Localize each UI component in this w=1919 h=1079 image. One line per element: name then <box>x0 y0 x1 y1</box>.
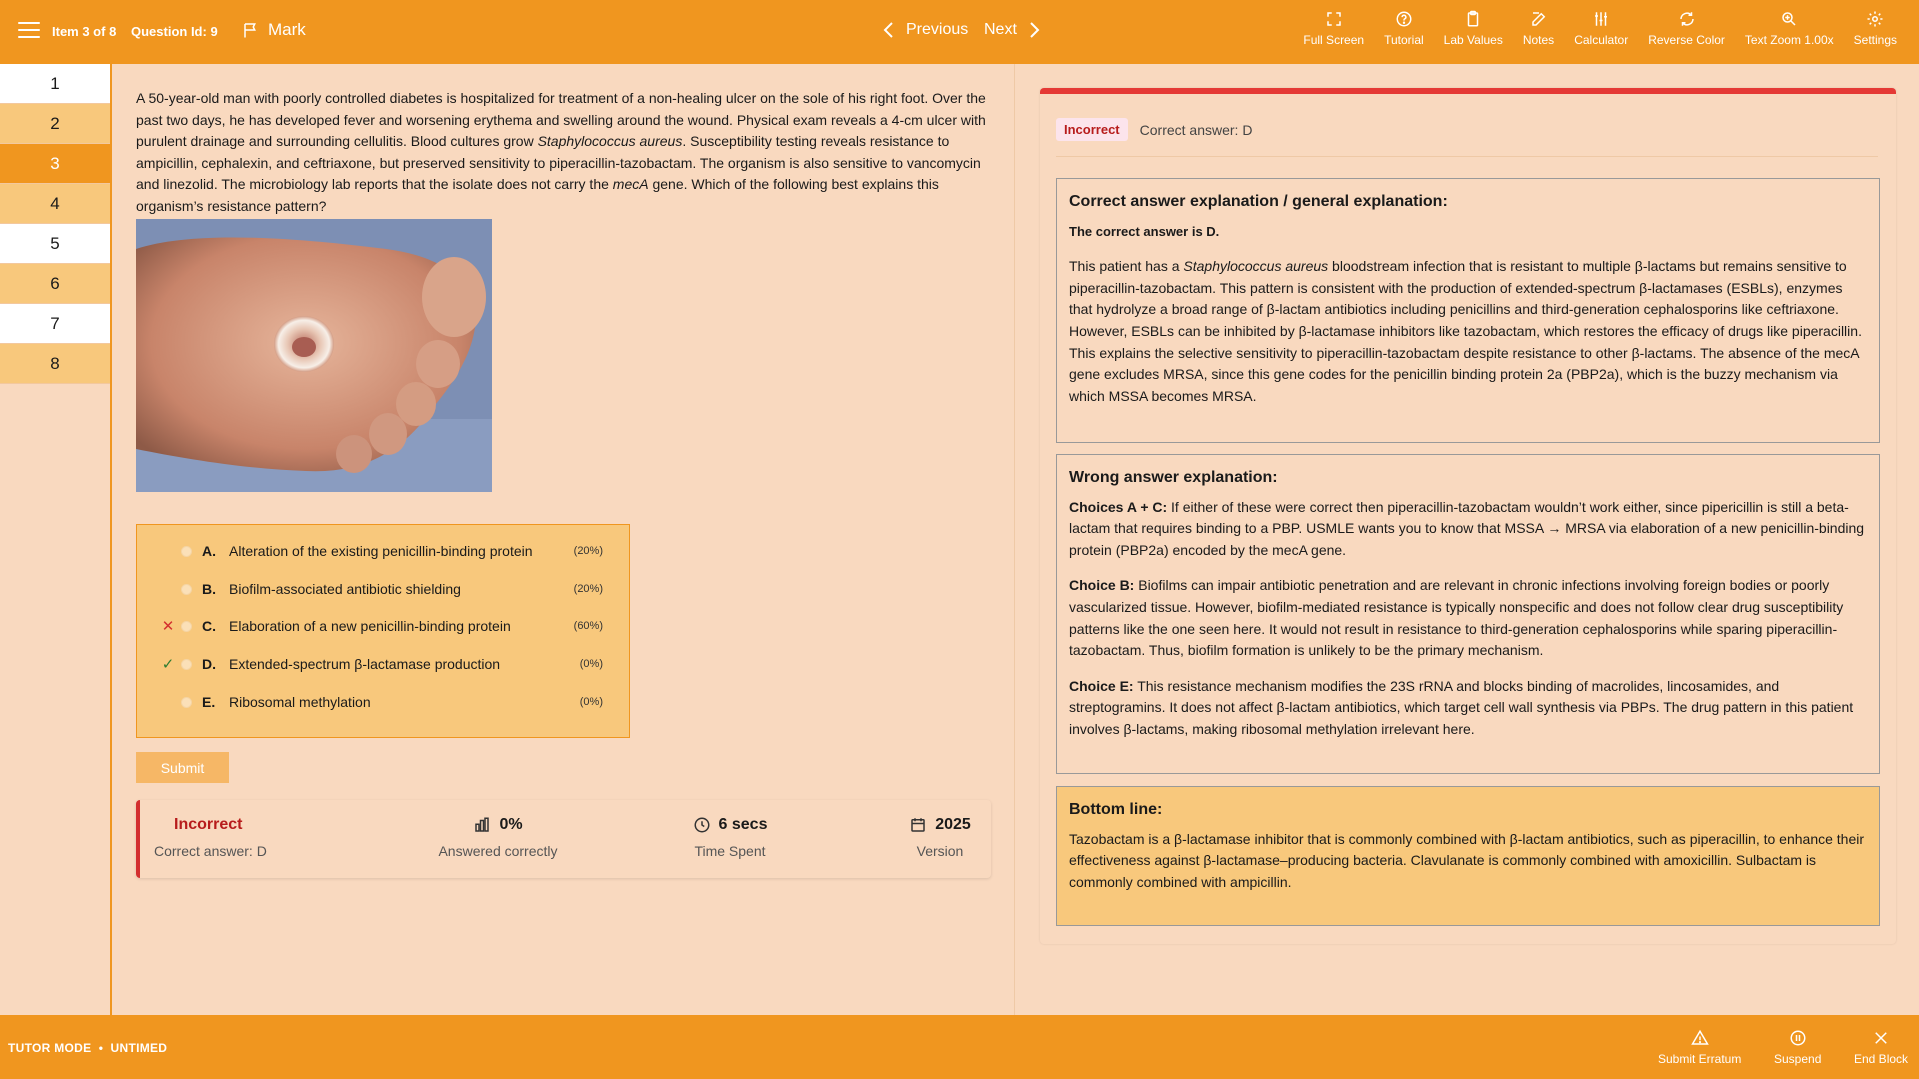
bottom-line-title: Bottom line: <box>1069 801 1163 818</box>
choice-letter: E. <box>202 694 216 710</box>
fullscreen-icon <box>1325 10 1343 28</box>
sliders-icon <box>1592 10 1610 28</box>
flag-icon <box>242 21 260 39</box>
tool-label: Tutorial <box>1384 33 1424 47</box>
stem-text: . Susceptibility testing reveals resistance to ampicillin, cephalexin, and ceftriaxone, but preserved sensitivity to piperacillin-tazobactam. The organism is also sensitive to vancomycin and linezolid. The microbiology lab reports that the isolate does not carry the <box>136 133 981 193</box>
mark-label: Mark <box>268 20 306 39</box>
settings-button[interactable] <box>1844 10 1907 47</box>
choice-d[interactable] <box>137 652 631 676</box>
next-button[interactable] <box>984 21 1041 39</box>
close-icon <box>1872 1029 1890 1047</box>
question-nav-item[interactable]: 8 <box>0 344 110 384</box>
choice-percent: (20%) <box>573 545 603 557</box>
end-block-button[interactable] <box>1854 1029 1908 1066</box>
version-label: Version <box>916 843 964 859</box>
question-id: Question Id: 9 <box>131 24 218 39</box>
choice-text: Biofilm-associated antibiotic shielding <box>229 581 461 597</box>
result-status-block <box>154 816 267 859</box>
stem-text: gene. Which of the following best explains this organism’s resistance pattern? <box>136 176 939 214</box>
suspend-label: Suspend <box>1774 1052 1822 1066</box>
tool-label: Lab Values <box>1443 33 1503 47</box>
question-nav-item-current[interactable]: 3 <box>0 144 110 184</box>
toolbar <box>1293 10 1907 47</box>
mode-indicator <box>8 1041 167 1055</box>
explanation-panel <box>1040 88 1896 944</box>
choice-a[interactable] <box>137 539 631 563</box>
previous-label: Previous <box>906 21 969 38</box>
time-value: 6 secs <box>718 816 768 833</box>
submit-erratum-button[interactable] <box>1658 1029 1741 1066</box>
explanation-header <box>1056 118 1252 141</box>
separator-dot: • <box>95 1041 107 1055</box>
correct-check-icon: ✓ <box>161 656 175 673</box>
wrong-choice-ac: Choices A + C: If either of these were correct then piperacillin-tazobactam wouldn’t work either, since pipericillin is still a beta-lactam that requires binding to a PBP. USMLE wants you to know that MSSA → MRSA via elaboration of a new penicillin-binding protein (PBP2a) encoded by the mecA gene. <box>1069 498 1865 558</box>
choice-b[interactable] <box>137 577 631 601</box>
mark-button[interactable] <box>242 20 306 40</box>
text-zoom-button[interactable] <box>1735 10 1844 47</box>
choice-percent: (0%) <box>579 658 603 670</box>
chevron-right-icon <box>1027 21 1041 39</box>
wrong-explanation-title: Wrong answer explanation: <box>1069 469 1278 486</box>
submit-erratum-label: Submit Erratum <box>1658 1052 1742 1066</box>
tutor-mode-label: TUTOR MODE <box>8 1041 92 1055</box>
help-circle-icon <box>1395 10 1413 28</box>
incorrect-x-icon: ✕ <box>161 618 175 635</box>
previous-button[interactable] <box>882 21 968 39</box>
status-badge: Incorrect <box>1056 118 1128 141</box>
calendar-icon <box>909 816 927 834</box>
suspend-button[interactable] <box>1774 1029 1821 1066</box>
full-screen-button[interactable] <box>1293 10 1374 47</box>
choice-percent: (0%) <box>579 696 603 708</box>
reverse-color-button[interactable] <box>1638 10 1735 47</box>
choice-letter: A. <box>202 543 216 559</box>
gene-name: mecA <box>612 176 649 193</box>
question-nav-item[interactable]: 7 <box>0 304 110 344</box>
top-bar <box>0 0 1919 64</box>
radio-button[interactable] <box>181 546 192 557</box>
question-nav-item[interactable]: 6 <box>0 264 110 304</box>
time-label: Time Spent <box>694 843 766 859</box>
tool-label: Settings <box>1853 33 1897 47</box>
choice-text: Elaboration of a new penicillin-binding protein <box>229 618 511 634</box>
question-nav-item[interactable]: 1 <box>0 64 110 104</box>
answer-choices <box>136 524 630 738</box>
general-explanation-text: This patient has a Staphylococcus aureus bloodstream infection that is resistant to multiple β-lactams but remains sensitive to piperacillin-tazobactam. This pattern is consistent with the production of extended-spectrum β-lactamases (ESBLs), enzymes that hydrolyze a broad range of β-lactam antibiotics including penicillins and third-generation cephalosporins like ceftriaxone. However, ESBLs can be inhibited by β-lactamase inhibitors like tazobactam, which restores the efficacy of drugs like piperacillin. This explains the selective sensitivity to piperacillin-tazobactam despite resistance to other β-lactams. The absence of the mecA gene excludes MRSA, since this gene codes for the penicillin binding protein 2a (PBP2a), which is the buzzy mechanism via which MSSA becomes MRSA. <box>1069 258 1862 404</box>
radio-button[interactable] <box>181 584 192 595</box>
choice-e[interactable] <box>137 690 631 714</box>
question-list <box>0 64 112 1015</box>
percent-value: 0% <box>499 816 523 833</box>
choice-percent: (20%) <box>573 583 603 595</box>
result-summary <box>136 800 991 878</box>
question-nav-item[interactable]: 4 <box>0 184 110 224</box>
bar-chart-icon <box>473 816 491 834</box>
choice-letter: D. <box>202 656 216 672</box>
choice-letter: C. <box>202 618 216 634</box>
percent-label: Answered correctly <box>438 843 558 859</box>
tutorial-button[interactable] <box>1374 10 1434 47</box>
zoom-icon <box>1780 10 1798 28</box>
edit-icon <box>1530 10 1548 28</box>
bottom-line <box>1056 786 1880 926</box>
choice-text: Alteration of the existing penicillin-binding protein <box>229 543 533 559</box>
question-nav-item[interactable]: 5 <box>0 224 110 264</box>
clock-icon <box>693 816 711 834</box>
menu-icon[interactable] <box>18 22 40 40</box>
item-counter: Item 3 of 8 <box>52 24 117 39</box>
question-stem <box>136 88 996 218</box>
tool-label: Calculator <box>1574 33 1629 47</box>
timing-label: UNTIMED <box>110 1041 168 1055</box>
choice-c[interactable] <box>137 614 631 638</box>
wrong-choice-e: Choice E: This resistance mechanism modifies the 23S rRNA and blocks binding of macrolides, lincosamides, and streptogramins. It does not affect β-lactam antibiotics, which target cell wall synthesis via PBPs. The drug pattern in this patient involves β-lactams, making ribosomal methylation irrelevant here. <box>1069 677 1854 737</box>
result-correct-answer: Correct answer: D <box>154 843 267 859</box>
general-explanation-title: Correct answer explanation / general explanation: <box>1069 193 1448 210</box>
footer-bar <box>0 1015 1919 1079</box>
version-value: 2025 <box>935 816 971 833</box>
wrong-answer-explanation <box>1056 454 1880 774</box>
percent-block <box>418 816 578 859</box>
refresh-icon <box>1678 10 1696 28</box>
bottom-line-text: Tazobactam is a β-lactamase inhibitor that is commonly combined with β-lactam antibiotics, such as piperacillin, to enhance their effectiveness against β-lactamase–producing bacteria. Clavulanate is commonly combined with amoxicillin. Sulbactam is commonly combined with ampicillin. <box>1069 830 1865 890</box>
correct-answer-text: Correct answer: D <box>1139 121 1253 138</box>
time-block <box>670 816 790 859</box>
radio-button[interactable] <box>181 621 192 632</box>
question-nav-item[interactable]: 2 <box>0 104 110 144</box>
radio-button[interactable] <box>181 659 192 670</box>
choice-text: Ribosomal methylation <box>229 694 371 710</box>
wrong-choice-b: Choice B: Biofilms can impair antibiotic penetration and are relevant in chronic infections involving foreign bodies or poorly vascularized tissue. However, biofilm-mediated resistance is typically nonspecific and does not follow clear drug susceptibility patterns like the one seen here. It would not result in resistance to third-generation cephalosporins while sparing piperacillin-tazobactam. Thus, biofilm formation is unlikely to be the primary mechanism. <box>1069 577 1844 659</box>
panel-divider <box>1014 64 1015 1015</box>
version-block <box>900 816 980 859</box>
tool-label: Full Screen <box>1303 33 1365 47</box>
choice-letter: B. <box>202 581 216 597</box>
pause-circle-icon <box>1789 1029 1807 1047</box>
stem-text: A 50-year-old man with poorly controlled diabetes is hospitalized for treatment of a non-healing ulcer on the sole of his right foot. Over the past two days, he has developed fever and worsening erythema and swelling around the wound. Physical exam reveals a 4-cm ulcer with purulent drainage and surrounding cellulitis. Blood cultures grow <box>136 90 986 150</box>
tool-label: Notes <box>1522 33 1555 47</box>
notes-button[interactable] <box>1513 10 1564 47</box>
radio-button[interactable] <box>181 697 192 708</box>
general-explanation <box>1056 178 1880 443</box>
clipboard-icon <box>1464 10 1482 28</box>
choice-percent: (60%) <box>573 620 603 632</box>
chevron-left-icon <box>882 21 896 39</box>
next-label: Next <box>984 21 1017 38</box>
calculator-button[interactable] <box>1564 10 1638 47</box>
tool-label: Text Zoom 1.00x <box>1744 33 1834 47</box>
tool-label: Reverse Color <box>1648 33 1725 47</box>
submit-button[interactable]: Submit <box>136 752 229 783</box>
choice-text: Extended-spectrum β-lactamase production <box>229 656 501 672</box>
divider <box>1056 156 1878 157</box>
result-status: Incorrect <box>174 816 243 833</box>
organism-name: Staphylococcus aureus <box>537 133 683 150</box>
warning-icon <box>1691 1029 1709 1047</box>
end-block-label: End Block <box>1854 1052 1909 1066</box>
correct-answer-statement: The correct answer is D. <box>1069 223 1220 239</box>
foot-ulcer-image <box>136 219 492 492</box>
gear-icon <box>1866 10 1884 28</box>
lab-values-button[interactable] <box>1434 10 1513 47</box>
